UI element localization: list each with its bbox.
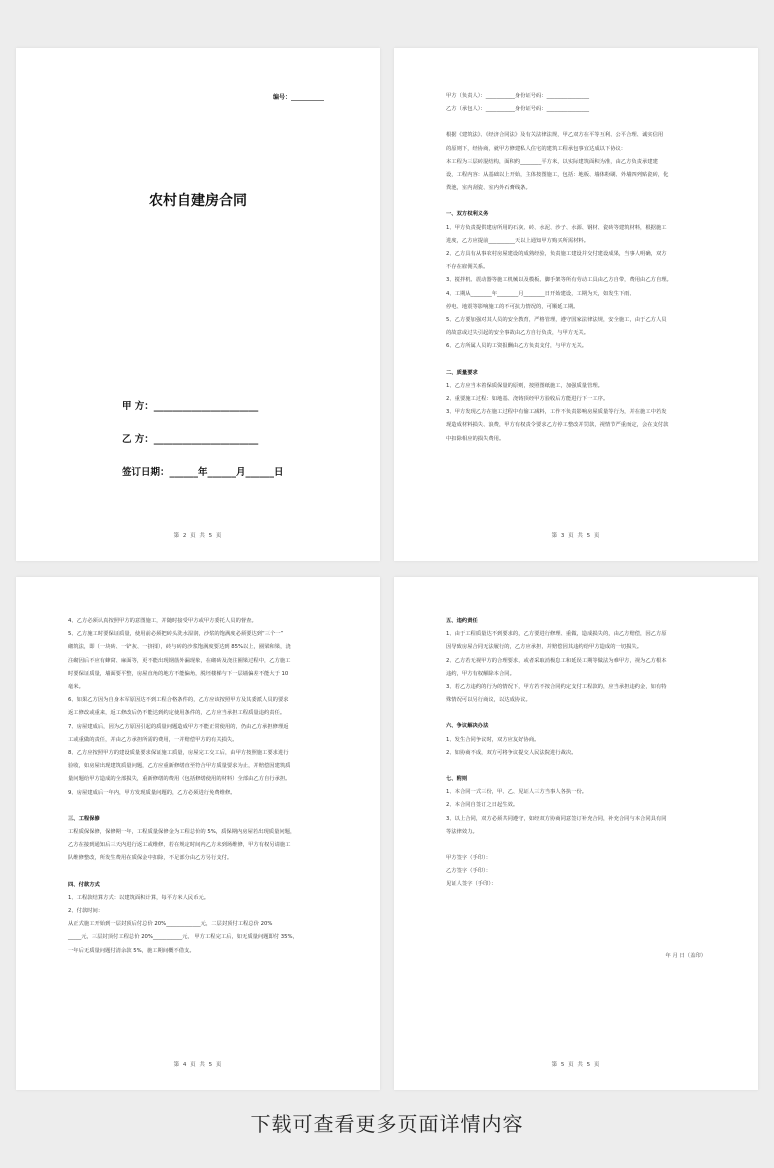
- body-line: 3、甲方发现乙方在施工过程中有偷工减料，工作不负责影响房屋质量等行为，并在施工中若发: [446, 409, 667, 416]
- spacer: [446, 839, 706, 852]
- body-line: 5、乙方施工时要保证质量，使用前必须把砖头洗水湿润，沙浆的饱满度必须要达到“三个一”: [68, 631, 284, 638]
- body-line: 6、如果乙方因为自身本军原因达不到工程合格条件的，乙方应该按照甲方及其委派人员的要求: [68, 697, 289, 704]
- contract-page-2: [394, 48, 758, 561]
- section-heading: 三、工程保修: [68, 815, 100, 822]
- contract-page-cover: [16, 48, 380, 561]
- sign-date-line: 签订日期：______年______月______日: [122, 467, 284, 478]
- body-line: 返工修改或重来，返工修改后仍不能达到约定使用条件的，乙方应当承担工程质量违约责任。: [68, 710, 286, 717]
- body-line: 进度，乙方应提前__________天以上通知甲方购买所需材料。: [446, 237, 590, 244]
- party-a-line: 甲 方：______________________: [122, 401, 259, 412]
- body-line: 2、如协商不成，双方可将争议提交人民法院进行裁决。: [446, 749, 577, 756]
- body-line: 1、本合同一式三份，甲、乙、见证人三方当事人各执一份。: [446, 789, 588, 796]
- section-heading: 六、争议解决办法: [446, 723, 489, 730]
- contract-page-3: [16, 577, 380, 1090]
- body-line: 停电、地震等影响施工的不可抗力情况的，可顺延工期。: [446, 303, 579, 310]
- spacer: [446, 195, 706, 208]
- body-line: 见证人签字（手印）：: [446, 881, 497, 888]
- body-line: 现造成材料损失、浪费，甲方有权责令要求乙方停工整改并罚款，视情节严重而定，会在支付款: [446, 422, 669, 429]
- signature-date: 年 月 日（盖印）: [665, 953, 706, 959]
- spacer: [446, 354, 706, 367]
- body-line: 甲方（负责人）：___________身份证号码：________________: [446, 93, 590, 99]
- spacer: [68, 866, 328, 879]
- body-line: 本工程为三层砖混结构，面积约________平方米，以实际建筑面积为准，由乙方负责承建建: [446, 158, 658, 165]
- body-line: 2、付款时间：: [68, 908, 104, 915]
- body-line: 粪池，室内刮瓷、室内外石膏线条。: [446, 185, 531, 192]
- page-body: [446, 90, 706, 446]
- body-line: 5、乙方要加强对其人员的安全教育，严格管理，遵守国家法律法规，安全施工，由于乙方人员: [446, 317, 667, 324]
- body-line: 毫米。: [68, 684, 84, 691]
- body-line: 设，工程内容：从基础以上开始，主体按图施工，包括：地板、墙体粉刷、外墙四列贴瓷砖，化: [446, 172, 669, 179]
- page-body: [68, 615, 328, 958]
- body-line: 2、乙方具有从事农村房屋建设的成熟经验，负责施工建设并交付建设成果，当事人明确，双方: [446, 251, 667, 258]
- page-number: 第 5 页 共 5 页: [551, 1062, 601, 1068]
- body-line: 的原则下，经协商，就甲方修建私人住宅的建筑工程承包事宜达成以下协议：: [446, 145, 627, 152]
- body-line: 1、乙方应当本着保质保量的原则，按照图纸施工，加强质量管理。: [446, 382, 603, 389]
- body-line: 1、工程款结算方式：以建筑面积计算，每平方米人民币元。: [68, 894, 210, 901]
- body-line: 9、房屋建成后一年内，甲方发现质量问题的，乙方必须进行免费维修。: [68, 789, 236, 796]
- body-line: 根据《建筑法》、《经济合同法》及有关法律法规，甲乙双方在平等互利、公平合理、诚实信用: [446, 132, 664, 139]
- contract-number: 编号：___________: [272, 94, 324, 101]
- body-line: 的故意或过失引起的安全事故由乙方自行负责，与甲方无关。: [446, 330, 590, 337]
- body-line: 2、重要施工过程：如地基、浇铸顶经甲方验收后方能进行下一工序。: [446, 396, 609, 403]
- body-line: _____元，三层封顶付工程总价 20%___________元， 甲方工程完工后，如无质量问题即付 35%，: [68, 934, 298, 941]
- body-line: 1、发生合同争议时，双方应友好协商。: [446, 736, 540, 743]
- body-line: 一年后无质量问题付清余款 5%，施工期间概不借支。: [68, 947, 195, 954]
- body-line: 砌筑法，即（一块砖、一铲灰、一挤揉），砖与砖的沙浆饱满度要达到 85%以上，圈梁和梁，浇: [68, 644, 291, 651]
- body-line: 因导致房屋合同无法履行的，乙方应承担，并赔偿因其违约给甲方造成的一切损失。: [446, 644, 642, 651]
- body-line: 4、工期从________年________月________日开始建设，工期为天，如发生下雨、: [446, 290, 635, 297]
- body-line: 1、甲方负责提供建房所用的石灰、砖、水泥、沙子、水源、钢材、瓷砖等建筑材料，根据施工: [446, 224, 667, 231]
- body-line: 3、若乙方违约的行为的情况下，甲方若不按合同约定支付工程款的，应当承担违约金，如有特: [446, 684, 667, 691]
- body-line: 2、乙方若无视甲方的合理要求，或者采取消极怠工和延误工期等做法为难甲方，视为乙方根本: [446, 657, 667, 664]
- section-heading: 五、违约责任: [446, 618, 478, 624]
- page-body: [446, 615, 706, 892]
- body-line: 时要保证质量，墙面要平整，房屋直角的地方不能偏角，脱坯楼梯与下一层墙偏差不能大于 10: [68, 670, 289, 677]
- body-line: 不存在雇佣关系。: [446, 264, 489, 271]
- body-line: 3、搅拌机、震动器等施工机械以及模板、脚手架等所有劳动工具由乙方自带，费用由乙方自理。: [446, 277, 672, 284]
- section-heading: 一、双方权利义务: [446, 211, 489, 218]
- body-line: 乙方（承包人）：___________身份证号码：________________: [446, 106, 590, 113]
- section-heading: 四、付款方式: [68, 881, 100, 888]
- body-line: 工或重做的责任，并由乙方承担所需的费用，一并赔偿甲方的有关损失。: [68, 736, 238, 743]
- body-line: 队维修整改，所发生费用在质保金中扣除，不足部分由乙方另行支付。: [68, 855, 233, 862]
- page-number: 第 3 页 共 5 页: [551, 533, 601, 539]
- body-line: 工程质保保修，保修期一年，工程质量保修金为工程总价的 5%，质保期内房屋若出现质量问题，: [68, 829, 296, 836]
- body-line: 验收，如房屋出现建筑质量问题，乙方应重新修缮直至符合甲方质量要求为止，并赔偿因建筑质: [68, 763, 291, 770]
- section-heading: 七、附则: [446, 776, 468, 783]
- section-heading: 二、质量要求: [446, 369, 478, 376]
- body-line: 等法律效力。: [446, 828, 478, 835]
- body-line: 4、乙方必须认真按照甲方的意图施工，并随时接受甲方或甲方委托人员的督查。: [68, 618, 257, 624]
- body-line: 从正式施工开始到一层封顶后付总价 20%_____________元，二层封顶付工程总价 20%: [68, 921, 273, 928]
- body-line: 3、以上合同，双方必须共同遵守，如经双方协商同意签订补充合同，补充合同与本合同具有同: [446, 815, 667, 822]
- contract-title: 农村自建房合同: [149, 193, 247, 209]
- body-line: 乙方在接到通知后三天内进行返工或维修，若在规定时间内乙方未到场维修，甲方有权另请施工: [68, 842, 291, 849]
- spacer: [446, 116, 706, 129]
- spacer: [446, 707, 706, 720]
- body-line: 7、房屋建成后，因为乙方原因引起的质量问题造成甲方不能正常使用的，仍由乙方承担修理返: [68, 723, 289, 730]
- contract-page-4: [394, 577, 758, 1090]
- body-line: 中扣除相应的损失费用。: [446, 435, 505, 442]
- body-line: 2、本合同自签订之日起生效。: [446, 802, 519, 809]
- spacer: [68, 800, 328, 813]
- body-line: 1、由于工程质量达不到要求的，乙方要进行修理、重做，造成损失的，由乙方赔偿，因乙方原: [446, 631, 667, 638]
- body-line: 违约，甲方有权解除本合同。: [446, 670, 515, 677]
- spacer: [446, 760, 706, 773]
- body-line: 6、乙方所属人员的工资报酬由乙方负责支付，与甲方无关。: [446, 343, 588, 350]
- body-line: 殊情况可以另行商议，以达成协议。: [446, 697, 531, 704]
- body-line: 乙方签字（手印）：: [446, 868, 492, 875]
- body-line: 甲方签字（手印）：: [446, 855, 492, 862]
- body-line: 8、乙方应按照甲方的建设质量要求保证施工质量，房屋完工交工后，由甲方按照施工要求进行: [68, 750, 289, 757]
- body-line: 注砌因后不应有蜂窝、麻面等，更不能出现钢筋外漏现象，在砌砖及浇注圈梁过程中，乙方施工: [68, 657, 291, 664]
- party-b-line: 乙 方：______________________: [122, 434, 259, 445]
- download-prompt: 下载可查看更多页面详情内容: [250, 1112, 524, 1136]
- page-number: 第 2 页 共 5 页: [173, 533, 223, 539]
- page-number: 第 4 页 共 5 页: [173, 1062, 223, 1068]
- body-line: 量问题给甲方造成的全部损失，重新修缮的费用（包括修缮使用的材料）全部由乙方自行承担。: [68, 776, 291, 783]
